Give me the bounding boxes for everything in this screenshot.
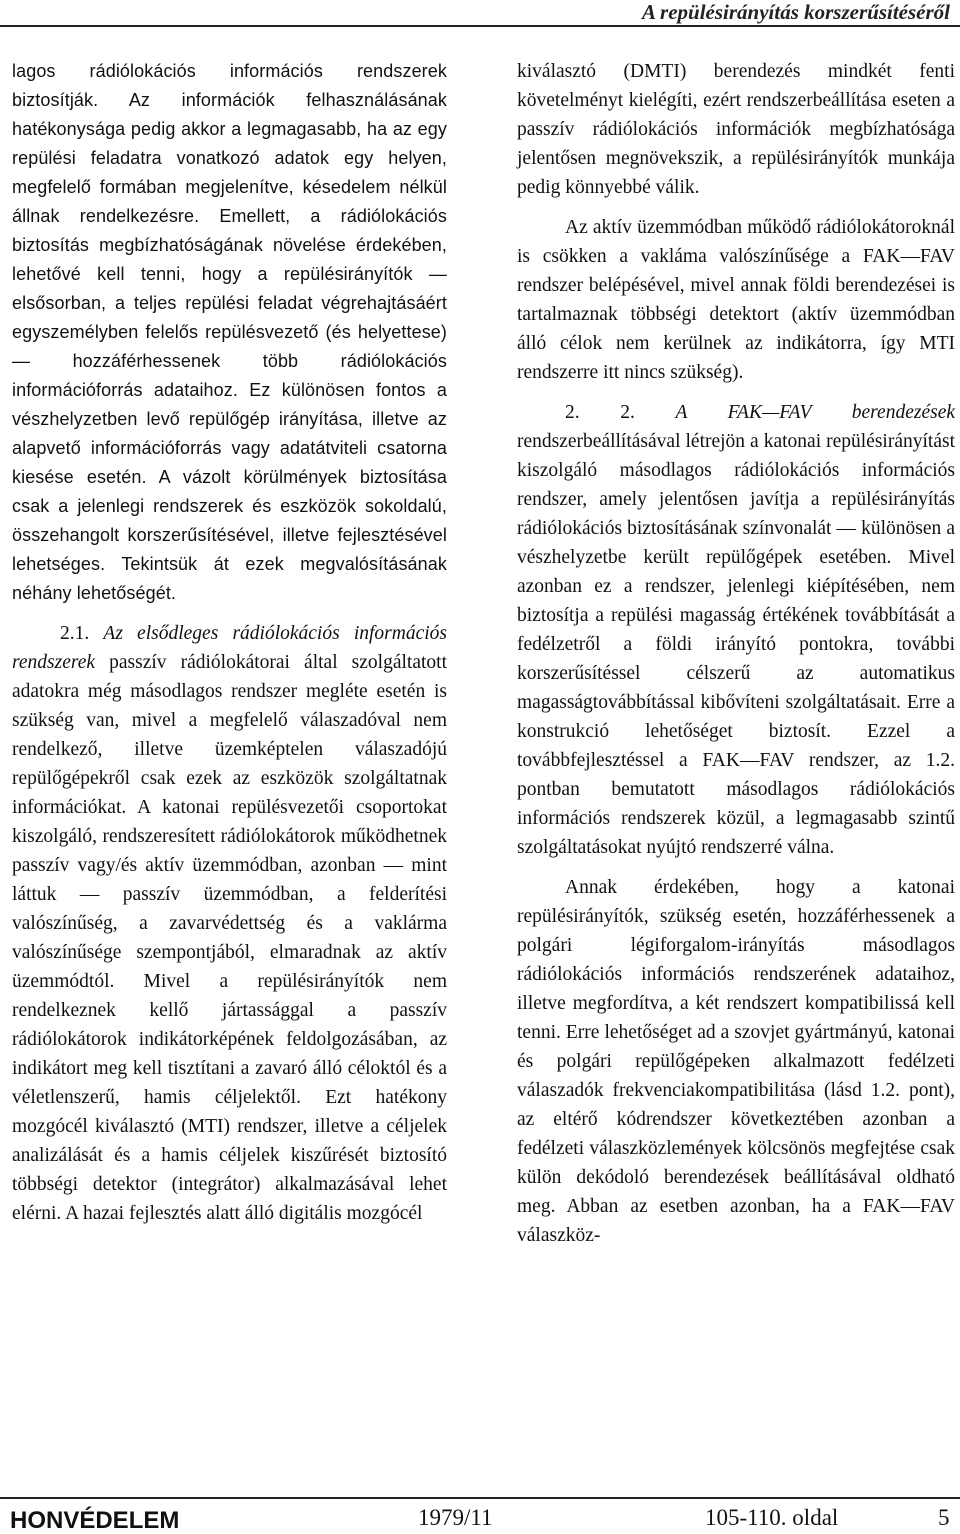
section-number: 2. 2. xyxy=(565,402,635,423)
paragraph: kiválasztó (DMTI) berendezés mindkét fenti követelményt kielégíti, ezért rendszerbeállítása eseten a passzív rádiólokációs információk megbízhatósága jelentősen megnövekszik, a repülésirányítók munkája pedig könnyebbé válik. xyxy=(517,61,955,198)
journal-name: HONVÉDELEM xyxy=(10,1507,180,1534)
section-2-1-paragraph xyxy=(12,619,447,1228)
left-column xyxy=(12,57,447,1228)
issue-number: 1979/11 xyxy=(418,1505,493,1530)
section-heading: Az elsődleges rádiólokációs információs rendszerek xyxy=(12,623,447,673)
header-rule xyxy=(0,25,960,27)
right-column xyxy=(517,57,955,1250)
section-number: 2.1. xyxy=(60,623,90,644)
section-2-2-paragraph xyxy=(517,398,955,862)
paragraph-body: passzív rádiólokátorai által szolgáltatott adatokra még másodlagos rendszer megléte esetén is szükség van, mivel a megfelelő válaszadóval nem rendelkező, illetve üzemképtelen válaszadójú repülőgépekről csak ezek az eszközök szolgáltatnak információkat. A katonai repülésvezetői csoportokat kiszolgáló, rendszeresített rádiólokátorok működhetnek passzív vagy/és aktív üzemmódban, azonban — mint láttuk — passzív üzemmódban, a felderítési valószínűség, a zavarvédettség és a vaklárma valószínűsége szempontjából, elmaradnak az aktív üzemmódtól. Mivel a repülésirányítók nem rendelkeznek kellő jártassággal a passzív rádiólokátorok indikátorképének feldolgozásában, az indikátort meg kell tisztítani a zavaró álló céloktól és a véletlenszerű, hamis céljelektől. Ezt hatékony mozgócél kiválasztó (MTI) rendszer, illetve a céljelek analizálását és a hamis céljelek kiszűrését biztosító többségi detektor (integrátor) alkalmazásával lehet elérni. A hazai fejlesztés alatt álló digitális mozgócél xyxy=(12,652,447,1224)
page-number: 5 xyxy=(938,1505,950,1530)
paragraph: Az aktív üzemmódban működő rádiólokátoroknál is csökken a vakláma valószínűsége a FAK—FAV rendszer belépésével, mivel annak földi berendezései is tartalmaznak többségi detektort (aktív üzemmódban álló célok nem kerülnek az indikátorra, így MTI rendszerre itt nincs szükség). xyxy=(517,217,955,383)
section-heading: A FAK—FAV berendezések xyxy=(675,402,956,423)
paragraph: Annak érdekében, hogy a katonai repülésirányítók, szükség esetén, hozzáférhessenek a polgári légiforgalom-irányítás másodlagos rádiólokációs információs rendszerének adataihoz, illetve megfordítva, a két rendszert kompatibilissá kell tenni. Erre lehetőséget ad a szovjet gyártmányú, katonai és polgári repülőgépeken alkalmazott fedélzeti válaszadók frekvenciakompatibilitása (lásd 1.2. pont), az eltérő kódrendszer következtében azonban a fedélzeti válaszközlemények kölcsönös megfejtése csak külön dekódoló berendezések beállításával oldható meg. Abban az esetben azonban, ha a FAK—FAV válaszköz- xyxy=(517,877,955,1246)
page-range: 105-110. oldal xyxy=(705,1505,839,1530)
paragraph: lagos rádiólokációs információs rendszerek biztosítják. Az információk felhasználásának hatékonysága pedig akkor a legmagasabb, ha az egy repülési feladatra vonatkozó adatok egy helyen, megfelelő formában megjelenítve, késedelem nélkül állnak rendelkezésre. Emellett, a rádiólokációs biztosítás megbízhatóságának növelése érdekében, lehetővé kell tenni, hogy a repülésirányítók — elsősorban, a teljes repülési feladat végrehajtásáért egyszemélyben felelős repülésvezető (és helyettese) — hozzáférhessenek több rádiólokációs információforrás adataihoz. Ez különösen fontos a vészhelyzetben levő repülőgép irányítása, illetve az alapvető információforrás vagy adatátviteli csatorna kiesése esetén. A vázolt körülmények biztosítása csak a jelenlegi rendszerek és eszközök sokoldalú, összehangolt korszerűsítésével, illetve fejlesztésével lehetséges. Tekintsük át ezek megvalósításának néhány lehetőségét. xyxy=(12,61,447,603)
footer-rule xyxy=(0,1497,960,1499)
running-title: A repülésirányítás korszerűsítéséről xyxy=(641,0,950,24)
paragraph-body: rendszerbeállításával létrejön a katonai repülésirányítást kiszolgáló másodlagos rádiólokációs információs rendszer, amely jelentősen javítja a repülésirányítás rádiólokációs biztosításának színvonalát — különösen a vészhelyzetbe került repülőgépek esetében. Mivel azonban ez a rendszer, jelenlegi kiépítésében, nem biztosítja a repülési magasság értékének továbbítását a fedélzetről a földi irányító pontokra, további korszerűsítéssel célszerű az automatikus magasságtovábbítással kibővíteni szolgáltatásait. Erre a konstrukció lehetőséget biztosít. Ezzel a továbbfejlesztéssel a FAK—FAV rendszer, az 1.2. pontban bemutatott másodlagos rádiólokációs információs rendszerek közül, a legmagasabb szintű szolgáltatásokat nyújtó rendszerré válna. xyxy=(517,431,955,858)
